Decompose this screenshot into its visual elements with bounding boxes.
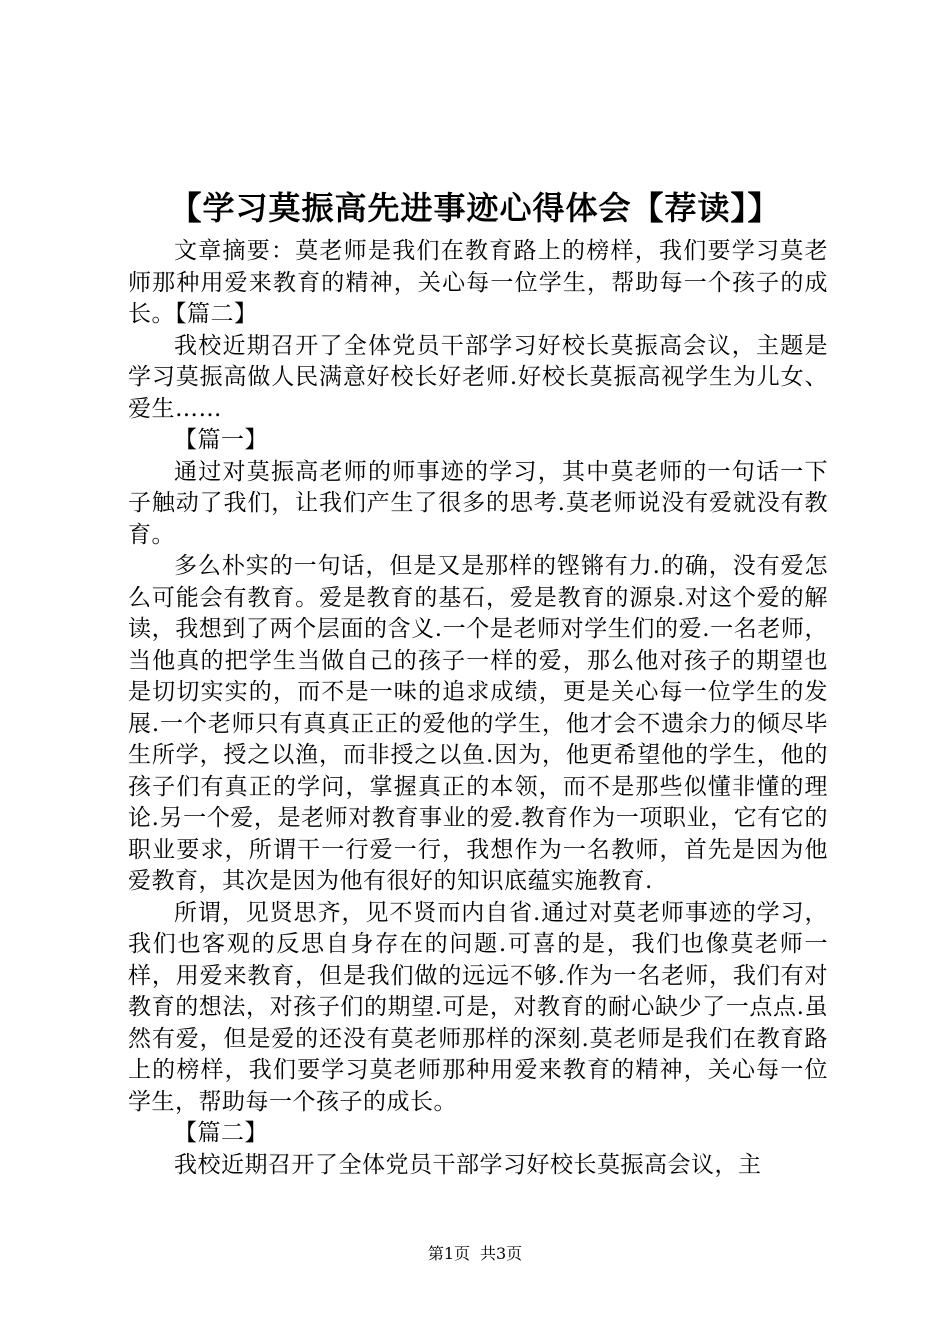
abstract-paragraph: 文章摘要：莫老师是我们在教育路上的榜样，我们要学习莫老师那种用爱来教育的精神，关心每一位学生，帮助每一个孩子的成长。【篇二】 [128,238,828,327]
body-paragraph: 通过对莫振高老师的师事迹的学习，其中莫老师的一句话一下子触动了我们，让我们产生了很多的思考.莫老师说没有爱就没有教育。 [128,458,828,548]
page-count: 共3页 [480,1244,523,1263]
document-title: 【学习莫振高先进事迹心得体会【荐读】】 [169,189,781,227]
page-number: 第1页 [427,1244,470,1263]
body-paragraph: 多么朴实的一句话，但是又是那样的铿锵有力.的确，没有爱怎么可能会有教育。爱是教育的基石，爱是教育的源泉.对这个爱的解读，我想到了两个层面的含义.一个是老师对学生们的爱.一名老师，当他真的把学生当做自己的孩子一样的爱，那么他对孩子的期望也是切切实实的，而不是一味的追求成绩，更是关心每一位学生的发展.一个老师只有真真正正的爱他的学生，他才会不遗余力的倾尽毕生所学，授之以渔，而非授之以鱼.因为，他更希望他的学生，他的孩子们有真正的学问，掌握真正的本领，而不是那些似懂非懂的理论.另一个爱，是老师对教育事业的爱.教育作为一项职业，它有它的职业要求，所谓干一行爱一行，我想作为一名教师，首先是因为他爱教育，其次是因为他有很好的知识底蕴实施教育. [128,553,828,894]
page-footer [0,1244,950,1264]
body-paragraph: 所谓，见贤思齐，见不贤而内自省.通过对莫老师事迹的学习，我们也客观的反思自身存在的问题.可喜的是，我们也像莫老师一样，用爱来教育，但是我们做的远远不够.作为一名老师，我们有对教育的想法，对孩子们的期望.可是，对教育的耐心缺少了一点点.虽然有爱，但是爱的还没有莫老师那样的深刻.莫老师是我们在教育路上的榜样，我们要学习莫老师那种用爱来教育的精神，关心每一位学生，帮助每一个孩子的成长。 [128,899,828,1115]
section-heading-part-two: 【篇二】 [174,1120,268,1146]
section-heading-part-one: 【篇一】 [174,427,268,453]
document-body [128,236,828,1181]
intro-paragraph: 我校近期召开了全体党员干部学习好校长莫振高会议，主题是学习莫振高做人民满意好校长好老师.好校长莫振高视学生为儿女、爱生…… [128,332,828,422]
body-paragraph: 我校近期召开了全体党员干部学习好校长莫振高会议，主 [174,1151,762,1178]
